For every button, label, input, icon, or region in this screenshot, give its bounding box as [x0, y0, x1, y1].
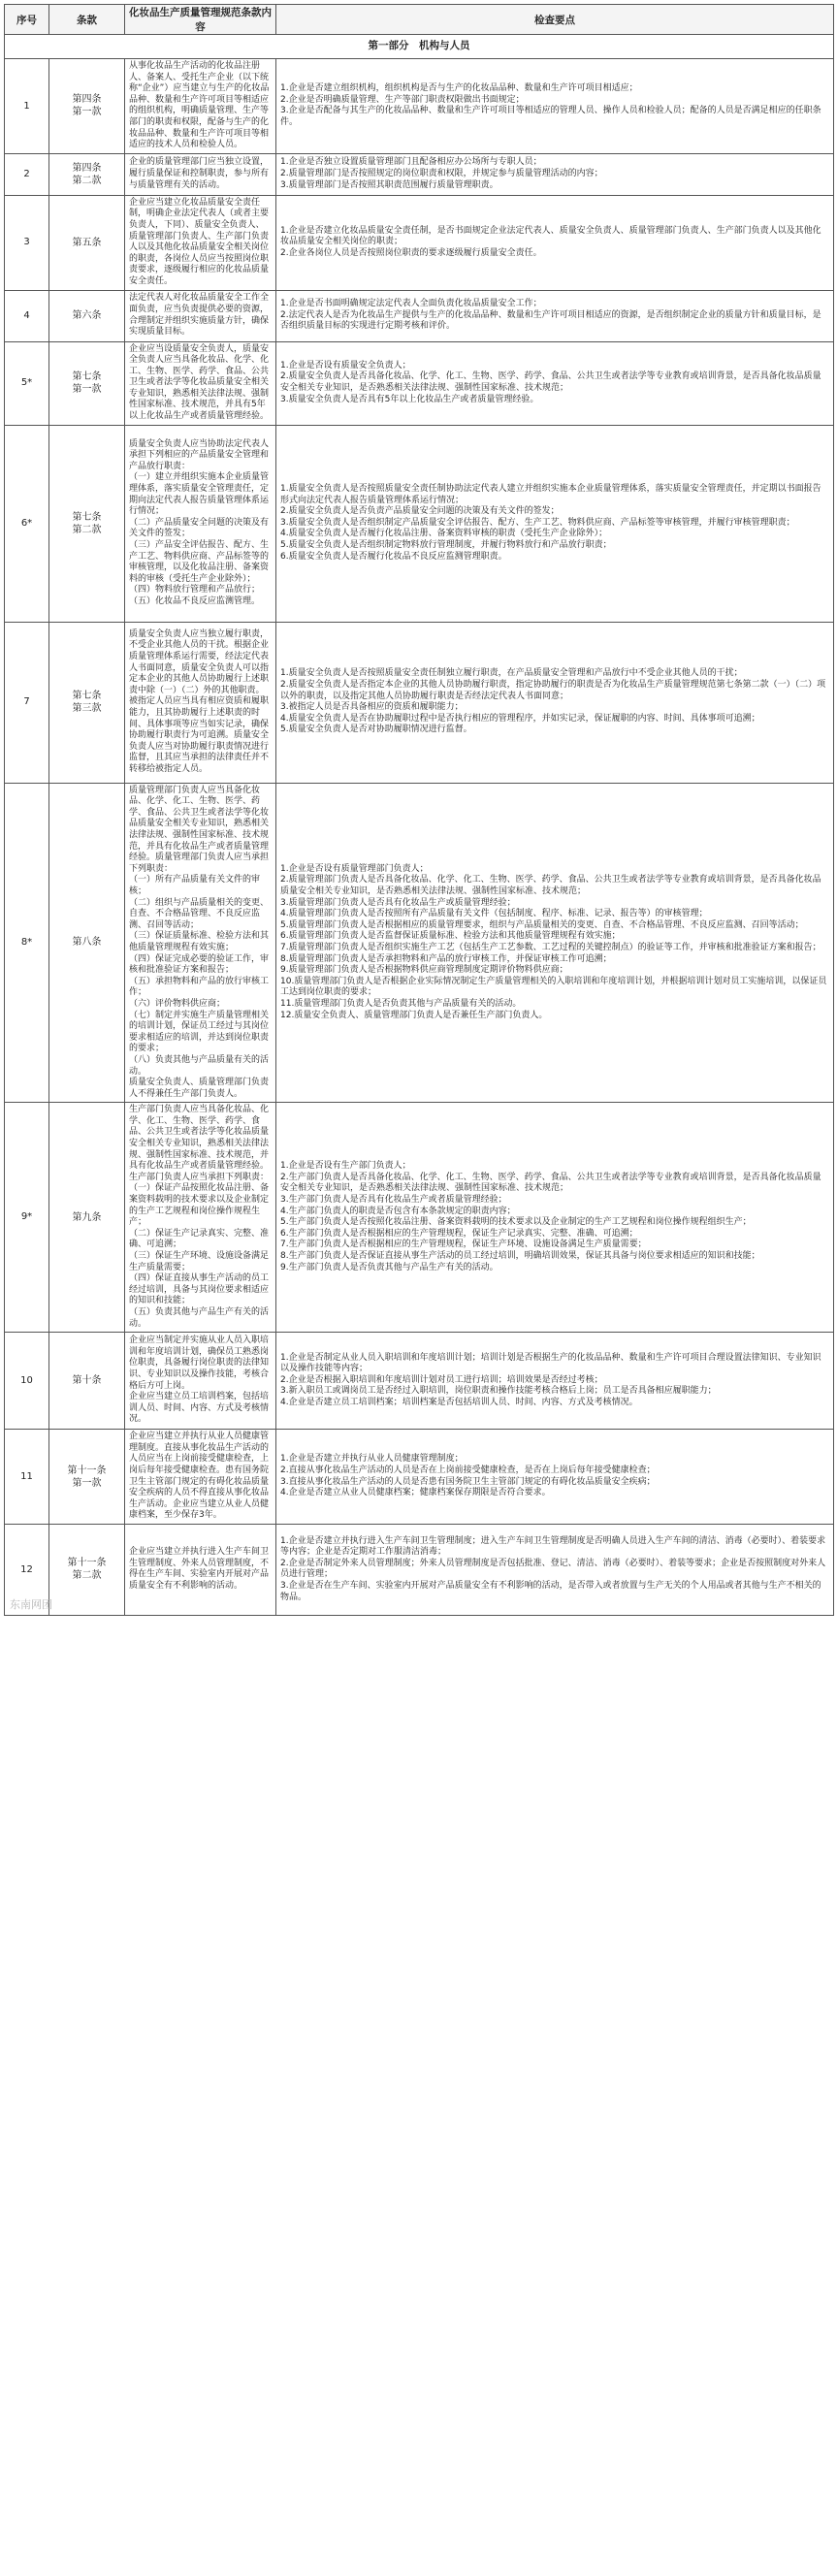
check-point-item: 3.生产部门负责人是否具有化妆品生产或者质量管理经验；: [280, 1195, 507, 1206]
content-paragraph: （一）保证产品按照化妆品注册、备案资料载明的技术要求以及企业制定的生产工艺规程和岗位操作规程生产；: [129, 1183, 270, 1228]
content-paragraph: （七）制定并实施生产质量管理相关的培训计划，保证员工经过与其岗位要求相适应的培训，并达到岗位职责的要求；: [129, 1010, 270, 1054]
content-paragraph: 企业应当建立并执行从业人员健康管理制度。直接从事化妆品生产活动的人员应当在上岗前接受健康检查，上岗后每年接受健康检查。患有国务院卫生主管部门规定的有碍化妆品质量安全疾病的人员不得直接从事化妆品生产活动。企业应当建立从业人员健康档案，至少保存3年。: [129, 1432, 270, 1521]
row-serial-number: 3: [5, 195, 49, 290]
row-regulation-content: [125, 622, 276, 783]
row-check-points: [276, 59, 834, 154]
check-point-item: 5.质量安全负责人是否组织制定物料放行管理制度，并履行物料放行和产品放行职责；: [280, 540, 612, 551]
row-article: [49, 425, 125, 622]
article-line: 第一款: [72, 107, 102, 118]
row-regulation-content: [125, 1333, 276, 1430]
check-point-item: 2.质量安全负责人是否负责产品质量安全问题的决策及有关文件的签发；: [280, 506, 560, 517]
check-point-item: 3.质量管理部门负责人是否具有化妆品生产或质量管理经验；: [280, 897, 516, 908]
row-check-points: [276, 153, 834, 195]
article-line: 第十一条: [67, 1558, 107, 1569]
table-row: [5, 1103, 834, 1333]
article-line: 第七条: [72, 511, 102, 523]
check-point-item: 1.企业是否建立组织机构，组织机构是否与生产的化妆品品种、数量和生产许可项目相适应；: [280, 83, 638, 94]
row-serial-number: 2: [5, 153, 49, 195]
article-line: 第二款: [72, 1570, 102, 1582]
article-line: 第九条: [72, 1211, 102, 1223]
check-point-item: 1.企业是否设有质量管理部门负责人；: [280, 863, 429, 874]
check-point-item: 3.企业是否配备与其生产的化妆品品种、数量和生产许可项目等相适应的管理人员、操作人员和检验人员；配备的人员是否满足相应的任职条件。: [280, 106, 821, 127]
check-point-item: 1.企业是否书面明确规定法定代表人全面负责化妆品质量安全工作；: [280, 299, 542, 309]
row-check-points: [276, 622, 834, 783]
article-line: 第十条: [72, 1375, 102, 1387]
article-line: 第十一条: [67, 1465, 107, 1476]
content-paragraph: 企业的质量管理部门应当独立设置，履行质量保证和控制职责，参与所有与质量管理有关的活动。: [129, 157, 270, 190]
check-point-item: 8.生产部门负责人是否保证直接从事生产活动的员工经过培训，明确培训效果，保证其具备与岗位要求相适应的知识和技能；: [280, 1251, 760, 1261]
content-paragraph: 企业应当制定并实施从业人员入职培训和年度培训计划，确保员工熟悉岗位职责，具备履行岗位职责的法律知识、专业知识以及操作技能，考核合格后方可上岗。: [129, 1336, 270, 1391]
check-point-item: 9.质量管理部门负责人是否根据物料供应商管理制度定期评价物料供应商；: [280, 965, 568, 976]
content-paragraph: （一）建立并组织实施本企业质量管理体系，落实质量安全管理责任，定期向法定代表人报告质量管理体系运行情况；: [129, 472, 270, 517]
article-line: 第一款: [72, 1477, 102, 1489]
table-row: [5, 783, 834, 1103]
row-serial-number: 11: [5, 1430, 49, 1525]
content-paragraph: 法定代表人对化妆品质量安全工作全面负责，应当负责提供必要的资源，合理制定并组织实施质量方针，确保实现质量目标。: [129, 293, 270, 338]
check-point-item: 2.企业是否明确质量管理、生产等部门职责权限做出书面规定；: [280, 94, 525, 105]
regulation-check-table-page: [4, 4, 833, 1616]
check-point-item: 3.被指定人员是否具备相应的资质和履职能力；: [280, 702, 464, 713]
check-point-item: 4.质量管理部门负责人是否按照所有产品质量有关文件（包括制度、程序、标准、记录、报告等）的审核管理；: [280, 909, 708, 919]
row-serial-number: 7: [5, 622, 49, 783]
article-line: 第七条: [72, 371, 102, 383]
row-article: [49, 783, 125, 1103]
check-point-item: 2.法定代表人是否为化妆品生产提供与生产的化妆品品种、数量和生产许可项目相适应的资源，是否组织制定企业的质量方针和质量目标，是否组织质量目标的实现进行定期考核和评价。: [280, 309, 821, 332]
content-paragraph: （五）承担物料和产品的放行审核工作；: [129, 976, 270, 998]
header-regulation-content: 化妆品生产质量管理规范条款内容: [125, 5, 276, 35]
row-regulation-content: [125, 425, 276, 622]
check-point-item: 2.企业各岗位人员是否按照岗位职责的要求逐级履行质量安全责任。: [280, 247, 542, 258]
check-point-item: 4.质量安全负责人是否履行化妆品注册、备案资料审核的职责（受托生产企业除外）；: [280, 529, 608, 539]
row-article: [49, 195, 125, 290]
article-line: 第五条: [72, 237, 102, 248]
check-point-item: 4.生产部门负责人的职责是否包含有本条款规定的职责内容；: [280, 1206, 516, 1216]
check-point-item: 3.质量管理部门是否按照其职责范围履行质量管理职责。: [280, 179, 499, 190]
article-line: 第七条: [72, 691, 102, 702]
content-paragraph: （二）产品质量安全问题的决策及有关文件的签发；: [129, 517, 270, 539]
row-article: [49, 290, 125, 341]
check-point-item: 10.质量管理部门负责人是否根据企业实际情况制定生产质量管理相关的入职培训和年度培训计划，并根据培训计划对员工实施培训，以保证员工达到岗位职责的要求；: [280, 976, 827, 998]
row-regulation-content: [125, 783, 276, 1103]
check-point-item: 5.生产部门负责人是否按照化妆品注册、备案资料载明的技术要求以及企业制定的生产工艺规程和岗位操作规程组织生产；: [280, 1217, 752, 1228]
content-paragraph: （三）保证生产环境、设施设备满足生产质量需要；: [129, 1251, 270, 1272]
table-row: [5, 341, 834, 425]
check-point-item: 1.企业是否建立并执行进入生产车间卫生管理制度；进入生产车间卫生管理制度是否明确人员进入生产车间的清洁、消毒（必要时）、着装要求等内容；企业是否定期对工作服清洁消毒；: [280, 1535, 826, 1558]
check-point-item: 2.直接从事化妆品生产活动的人员是否在上岗前接受健康检查，是否在上岗后每年接受健康检查；: [280, 1465, 656, 1475]
table-row: [5, 1430, 834, 1525]
row-article: [49, 153, 125, 195]
row-article: [49, 1333, 125, 1430]
content-paragraph: 质量安全负责人应当独立履行职责，不受企业其他人员的干扰。根据企业质量管理体系运行需要，经法定代表人书面同意，质量安全负责人可以指定本企业的其他人员协助履行上述职责中除（一）（二）外的其他职责。被指定人员应当具有相应资质和履职能力，且其协助履行上述职责的时间、具体事项等应当如实记录，确保协助履行职责行为可追溯。质量安全负责人应当对协助履行职责情况进行监督，且其应当承担的法律责任并不转移给被指定人员。: [129, 628, 270, 774]
table-row: [5, 425, 834, 622]
watermark: 东南网团: [10, 1597, 52, 1611]
table-row: [5, 1333, 834, 1430]
check-point-item: 6.质量管理部门负责人是否监督保证质量标准、检验方法和其他质量管理规程有效实施；: [280, 931, 621, 942]
row-article: [49, 1103, 125, 1333]
check-point-item: 12.质量安全负责人、质量管理部门负责人是否兼任生产部门负责人。: [280, 1010, 548, 1020]
content-paragraph: （四）保证完成必要的验证工作，审核和批准验证方案和报告；: [129, 953, 270, 976]
article-line: 第二款: [72, 175, 102, 186]
article-line: 第三款: [72, 703, 102, 715]
check-point-item: 3.新入职员工或调岗员工是否经过入职培训，岗位职责和操作技能考核合格后上岗；员工是否具备相应履职能力；: [280, 1386, 717, 1397]
content-paragraph: （三）产品安全评估报告、配方、生产工艺、物料供应商、产品标签等的审核管理，以及化妆品注册、备案资料的审核（受托生产企业除外）；: [129, 540, 270, 584]
article-line: 第六条: [72, 310, 102, 321]
check-point-item: 1.企业是否建立并执行从业人员健康管理制度；: [280, 1454, 464, 1465]
check-point-item: 1.质量安全负责人是否按照质量安全责任制独立履行职责，在产品质量安全管理和产品放行中不受企业其他人员的干扰；: [280, 668, 743, 679]
check-point-item: 9.生产部门负责人是否负责其他与产品生产有关的活动。: [280, 1262, 499, 1272]
content-paragraph: 从事化妆品生产活动的化妆品注册人、备案人、受托生产企业（以下统称“企业”）应当建立与生产的化妆品品种、数量和生产许可项目等相适应的组织机构，明确质量管理、生产等部门的职责和权限，配备与生产的化妆品品种、数量和生产许可项目等相适应的技术人员和检验人员。: [129, 61, 270, 150]
content-paragraph: 质量安全负责人应当协助法定代表人承担下列相应的产品质量安全管理和产品放行职责：: [129, 438, 270, 471]
content-paragraph: （四）物料放行管理和产品放行；: [129, 585, 261, 596]
content-paragraph: 企业应当建立并执行进入生产车间卫生管理制度、外来人员管理制度，不得在生产车间、实验室内开展对产品质量安全有不利影响的活动。: [129, 1547, 270, 1591]
article-line: 第八条: [72, 937, 102, 949]
content-paragraph: （五）负责其他与产品生产有关的活动。: [129, 1306, 270, 1329]
content-paragraph: 生产部门负责人应当具备化妆品、化学、化工、生物、医学、药学、食品、公共卫生或者法学等化妆品质量安全相关专业知识，熟悉相关法律法规、强制性国家标准、技术规范，并具有化妆品生产或者质量管理经验。生产部门负责人应当承担下列职责：: [129, 1105, 270, 1182]
row-serial-number: 9*: [5, 1103, 49, 1333]
row-check-points: [276, 1103, 834, 1333]
check-point-item: 6.生产部门负责人是否根据相应的生产管理规程，保证生产记录真实、完整、准确、可追溯；: [280, 1228, 638, 1239]
check-point-item: 2.企业是否制定外来人员管理制度；外来人员管理制度是否包括批准、登记、清洁、消毒（必要时）、着装等要求；企业是否按照制度对外来人员进行管理；: [280, 1558, 826, 1580]
content-paragraph: （二）组织与产品质量相关的变更、自查、不合格品管理、不良反应监测、召回等活动；: [129, 897, 270, 930]
check-point-item: 1.质量安全负责人是否按照质量安全责任制协助法定代表人建立并组织实施本企业质量管理体系，落实质量安全管理责任，并定期以书面报告形式向法定代表人报告质量管理体系运行情况；: [280, 484, 821, 505]
check-point-item: 1.企业是否设有质量安全负责人；: [280, 360, 411, 370]
check-point-item: 3.直接从事化妆品生产活动的人员是否患有国务院卫生主管部门规定的有碍化妆品质量安全疾病；: [280, 1476, 656, 1487]
check-point-item: 2.质量安全负责人是否指定本企业的其他人员协助履行职责，指定协助履行的职责是否为化妆品生产质量管理规范第七条第二款（一）（二）项以外的职责，以及指定其他人员协助履行职责是否经法定代表人书面同意；: [280, 679, 826, 701]
row-check-points: [276, 783, 834, 1103]
row-serial-number: 5*: [5, 341, 49, 425]
article-line: 第一款: [72, 384, 102, 396]
row-serial-number: 12: [5, 1524, 49, 1615]
content-paragraph: 质量安全负责人、质量管理部门负责人不得兼任生产部门负责人。: [129, 1078, 270, 1099]
check-point-item: 11.质量管理部门负责人是否负责其他与产品质量有关的活动。: [280, 998, 522, 1009]
content-paragraph: （八）负责其他与产品质量有关的活动。: [129, 1054, 270, 1077]
table-row: [5, 195, 834, 290]
table-row: [5, 153, 834, 195]
row-regulation-content: [125, 195, 276, 290]
row-serial-number: 1: [5, 59, 49, 154]
section-row: [5, 35, 834, 59]
check-point-item: 1.企业是否制定从业人员入职培训和年度培训计划；培训计划是否根据生产的化妆品品种、数量和生产许可项目合理设置法律知识、专业知识以及操作技能等内容；: [280, 1352, 821, 1374]
row-check-points: [276, 341, 834, 425]
row-article: [49, 341, 125, 425]
check-point-item: 2.质量管理部门负责人是否具备化妆品、化学、化工、生物、医学、药学、食品、公共卫生或者法学等专业教育或培训背景，是否具备化妆品质量安全相关专业知识，是否熟悉相关法律法规、强制性国家标准、技术规范；: [280, 875, 821, 896]
row-regulation-content: [125, 59, 276, 154]
header-article: 条款: [49, 5, 125, 35]
check-point-item: 1.企业是否建立化妆品质量安全责任制，是否书面规定企业法定代表人、质量安全负责人、质量管理部门负责人、生产部门负责人以及其他化妆品质量安全相关岗位的职责；: [280, 225, 821, 247]
check-point-item: 4.质量安全负责人是否在协助履职过程中是否执行相应的管理程序，并如实记录，保证履职的内容、时间、具体事项可追溯；: [280, 713, 760, 724]
check-point-item: 3.质量安全负责人是否具有5年以上化妆品生产或者质量管理经验。: [280, 394, 539, 404]
check-point-item: 7.质量管理部门负责人是否组织实施生产工艺（包括生产工艺参数、工艺过程的关键控制点）的验证等工作，并审核和批准验证方案和报告；: [280, 942, 821, 952]
check-point-item: 4.企业是否建立从业人员健康档案；健康档案保存期限是否符合要求。: [280, 1488, 551, 1498]
check-point-item: 2.企业是否根据入职培训和年度培训计划对员工进行培训；培训效果是否经过考核；: [280, 1374, 603, 1385]
table-row: [5, 59, 834, 154]
check-point-item: 4.企业是否建立员工培训档案；培训档案是否包括培训人员、时间、内容、方式及考核情况。: [280, 1398, 638, 1408]
row-regulation-content: [125, 341, 276, 425]
article-line: 第四条: [72, 94, 102, 106]
row-serial-number: 8*: [5, 783, 49, 1103]
table-row: [5, 622, 834, 783]
row-serial-number: 4: [5, 290, 49, 341]
row-check-points: [276, 195, 834, 290]
content-paragraph: 企业应当建立员工培训档案，包括培训人员、时间、内容、方式及考核情况。: [129, 1392, 270, 1425]
content-paragraph: （五）化妆品不良反应监测管理。: [129, 596, 261, 607]
row-serial-number: 10: [5, 1333, 49, 1430]
check-point-item: 2.质量安全负责人是否具备化妆品、化学、化工、生物、医学、药学、食品、公共卫生或者法学等专业教育或培训背景，是否具备化妆品质量安全相关专业知识，是否熟悉相关法律法规、强制性国家标准、技术规范；: [280, 371, 821, 394]
table-header-row: [5, 5, 834, 35]
content-paragraph: （二）保证生产记录真实、完整、准确、可追溯；: [129, 1228, 270, 1250]
row-article: [49, 59, 125, 154]
check-point-item: 2.生产部门负责人是否具备化妆品、化学、化工、生物、医学、药学、食品、公共卫生或者法学等专业教育或培训背景，是否具备化妆品质量安全相关专业知识，是否熟悉相关法律法规、强制性国家标准、技术规范；: [280, 1172, 821, 1194]
check-point-item: 2.质量管理部门是否按照规定的岗位职责和权限，并规定参与质量管理活动的内容；: [280, 168, 603, 178]
check-point-item: 1.企业是否设有生产部门负责人；: [280, 1161, 411, 1172]
row-check-points: [276, 1333, 834, 1430]
regulation-check-table: [4, 4, 834, 1616]
row-regulation-content: [125, 153, 276, 195]
check-point-item: 1.企业是否独立设置质量管理部门且配备相应办公场所与专职人员；: [280, 157, 542, 168]
row-regulation-content: [125, 1524, 276, 1615]
content-paragraph: 企业应当设质量安全负责人，质量安全负责人应当具备化妆品、化学、化工、生物、医学、药学、食品、公共卫生或者法学等化妆品质量安全相关专业知识，熟悉相关法律法规、强制性国家标准、技术规范，并具有5年以上化妆品生产或者质量管理经验。: [129, 343, 270, 422]
row-regulation-content: [125, 1430, 276, 1525]
row-check-points: [276, 1524, 834, 1615]
article-line: 第四条: [72, 162, 102, 174]
section-title: 第一部分 机构与人员: [5, 35, 834, 59]
table-body: [5, 35, 834, 1616]
row-article: [49, 1524, 125, 1615]
header-check-points: 检查要点: [276, 5, 834, 35]
check-point-item: 7.生产部门负责人是否根据相应的生产管理规程，保证生产环境、设施设备满足生产质量需要；: [280, 1240, 647, 1250]
check-point-item: 3.质量安全负责人是否组织制定产品质量安全评估报告、配方、生产工艺、物料供应商、产品标签等审核管理，并履行审核管理职责；: [280, 517, 795, 528]
header-serial-number: 序号: [5, 5, 49, 35]
content-paragraph: 质量管理部门负责人应当具备化妆品、化学、化工、生物、医学、药学、食品、公共卫生或者法学等化妆品质量安全相关专业知识，熟悉相关法律法规、强制性国家标准、技术规范，并具有化妆品生产或者质量管理经验。质量管理部门负责人应当承担下列职责：: [129, 785, 270, 874]
table-row: [5, 290, 834, 341]
content-paragraph: （三）保证质量标准、检验方法和其他质量管理规程有效实施；: [129, 931, 270, 952]
row-regulation-content: [125, 1103, 276, 1333]
content-paragraph: （六）评价物料供应商；: [129, 998, 226, 1009]
row-check-points: [276, 1430, 834, 1525]
check-point-item: 5.质量管理部门负责人是否根据相应的质量管理要求，组织与产品质量相关的变更、自查、不合格品管理、不良反应监测、召回等活动；: [280, 919, 804, 930]
row-regulation-content: [125, 290, 276, 341]
table-row: [5, 1524, 834, 1615]
row-serial-number: 6*: [5, 425, 49, 622]
check-point-item: 3.企业是否在生产车间、实验室内开展对产品质量安全有不利影响的活动，是否带入或者放置与生产无关的个人用品或者其他与生产不相关的物品。: [280, 1581, 821, 1602]
content-paragraph: 企业应当建立化妆品质量安全责任制，明确企业法定代表人（或者主要负责人，下同）、质量安全负责人、质量管理部门负责人、生产部门负责人以及其他化妆品质量安全相关岗位的职责，各岗位人员应当按照岗位职责要求，逐级履行相应的化妆品质量安全责任。: [129, 197, 270, 286]
check-point-item: 8.质量管理部门负责人是否承担物料和产品的放行审核工作，并保证审核工作可追溯；: [280, 953, 612, 964]
check-point-item: 5.质量安全负责人是否对协助履职情况进行监督。: [280, 724, 472, 735]
row-article: [49, 622, 125, 783]
row-article: [49, 1430, 125, 1525]
row-check-points: [276, 425, 834, 622]
article-line: 第二款: [72, 524, 102, 535]
row-check-points: [276, 290, 834, 341]
content-paragraph: （一）所有产品质量有关文件的审核；: [129, 875, 261, 896]
content-paragraph: （四）保证直接从事生产活动的员工经过培训，具备与其岗位要求相适应的知识和技能；: [129, 1273, 270, 1306]
check-point-item: 6.质量安全负责人是否履行化妆品不良反应监测管理职责。: [280, 551, 507, 562]
